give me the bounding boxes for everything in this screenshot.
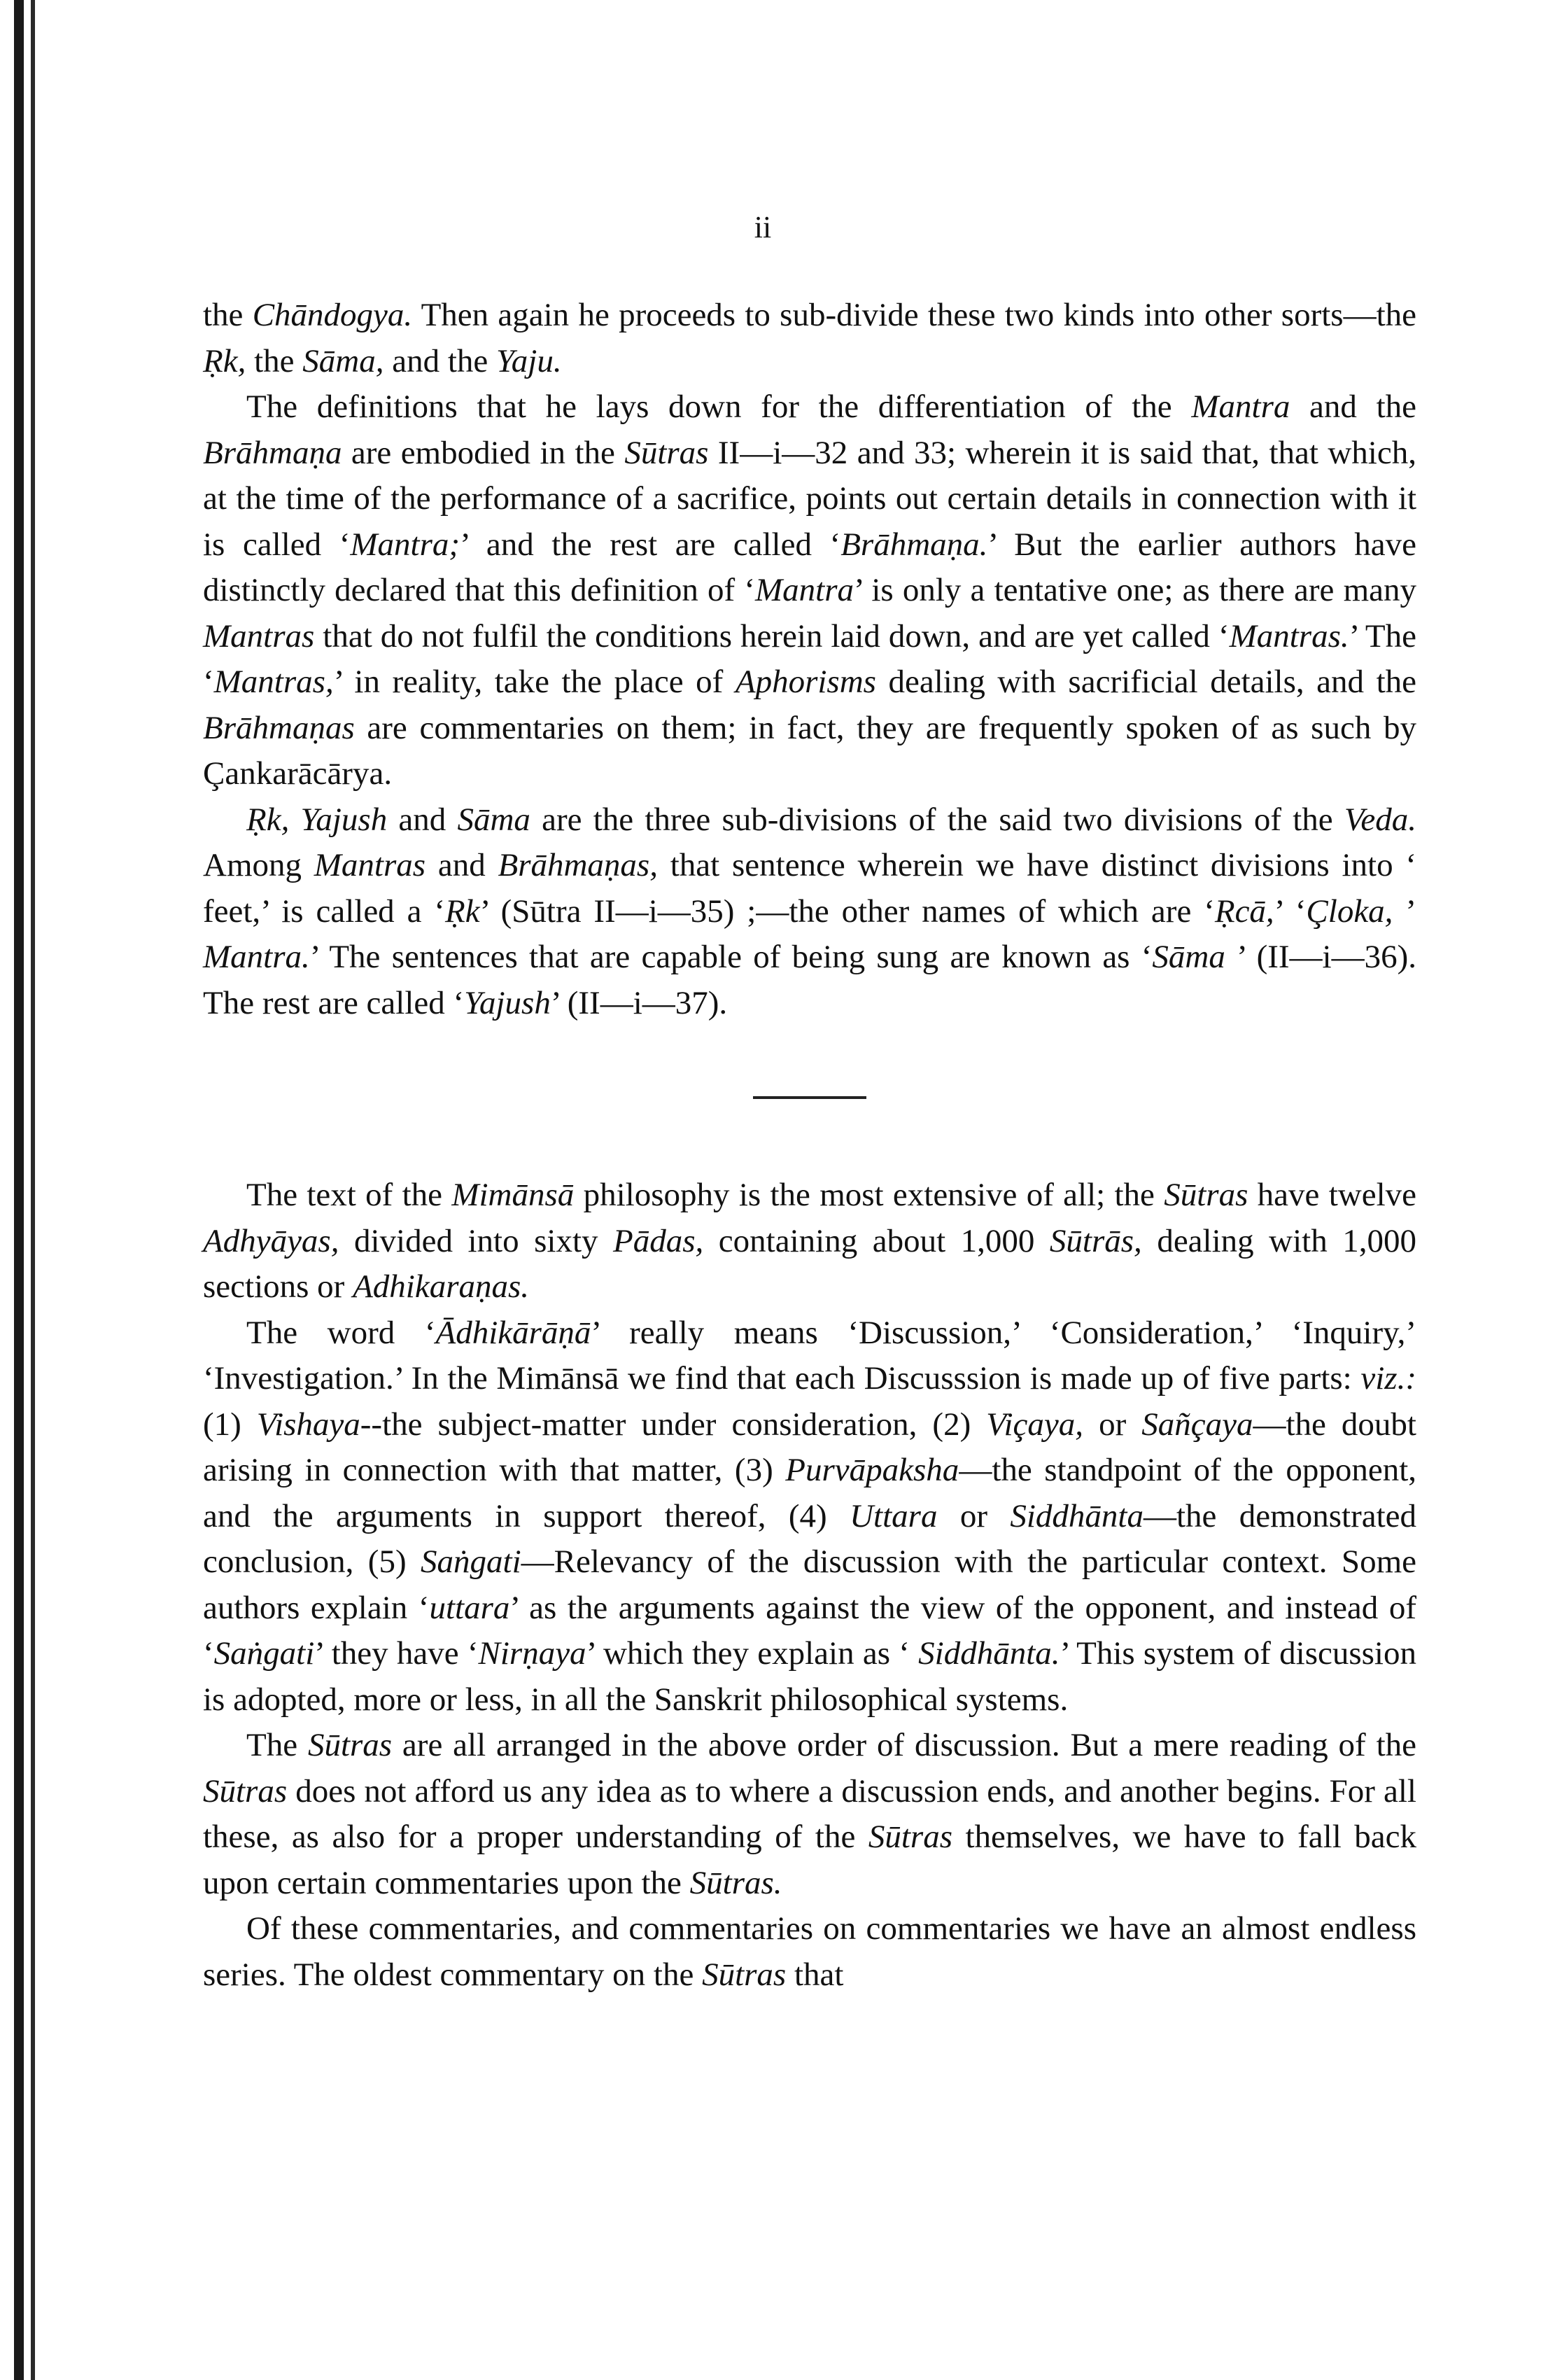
text-run: ’ which they explain as ‘ <box>586 1635 919 1672</box>
text-run: philosophy is the most extensive of all; the <box>574 1177 1164 1213</box>
text-run: ’ they have ‘ <box>314 1635 479 1672</box>
paragraph <box>203 1906 1416 1998</box>
text-run: have twelve <box>1248 1177 1416 1213</box>
text-run: and <box>425 847 498 883</box>
text-run: ’ in reality, take the place of <box>333 664 736 700</box>
text-run: —the demonstrated conclusion, (5) <box>203 1497 1417 1580</box>
italic-run: Ṛk, <box>203 342 246 379</box>
text-run: and the <box>1290 388 1416 425</box>
text-run: ’ This system of discussion is adopted, more or less, in all the Sanskrit philosophical systems. <box>203 1635 1416 1718</box>
text-run: the <box>203 297 253 333</box>
italic-run: Çloka, <box>1306 892 1393 930</box>
text-run: that <box>786 1956 844 1993</box>
text-run: does not afford us any idea as to where a discussion ends, and another begins. For all these, as also for a proper understanding of the <box>203 1772 1416 1855</box>
text-run: and the <box>384 342 496 379</box>
italic-run: Mimānsā <box>451 1177 575 1213</box>
paragraph <box>203 384 1416 797</box>
text-run: are all arranged in the above order of discussion. But a mere reading of the <box>392 1727 1416 1763</box>
text-run: ’ ‘ <box>1274 892 1307 930</box>
italic-run: Adhyāyas, <box>203 1222 339 1259</box>
italic-run: Mantras <box>314 847 426 883</box>
italic-run: uttara <box>429 1589 510 1626</box>
italic-run: Brāhmaṇa. <box>840 526 988 563</box>
italic-run: Brāhmaṇas, <box>498 847 658 883</box>
text-run: ’ (II—i—37). <box>550 984 728 1021</box>
italic-run: Brāhmaṇa <box>203 434 342 471</box>
text-run: —the doubt arising in connection with that matter, (3) <box>203 1406 1416 1488</box>
text-run: (1) <box>203 1406 257 1443</box>
italic-run: Vishaya <box>256 1406 360 1443</box>
italic-run: Sūtras <box>1164 1177 1248 1213</box>
text-run: ’ (II—i—36). The rest are called ‘ <box>203 939 1417 1021</box>
text-run: II—i—32 and 33; wherein it is said that, that which, at the time of the performance of a sacrifice, points out certain details in connection with it is called ‘ <box>203 434 1416 563</box>
italic-run: Mantras. <box>1229 617 1349 654</box>
text-run: The definitions that he lays down for the differentiation of the <box>246 388 1192 425</box>
italic-run: Sūtras <box>624 434 709 471</box>
text-run: and <box>387 801 458 838</box>
text-column <box>203 293 1416 1998</box>
text-run: ’ But the earlier authors have distinctly declared that this definition of ‘ <box>203 526 1416 608</box>
italic-run: Sūtras. <box>689 1864 782 1901</box>
text-run: The <box>246 1727 308 1763</box>
italic-run: Purvāpaksha <box>785 1452 959 1488</box>
italic-run: Sūtras <box>307 1727 393 1763</box>
text-run: Then again he proceeds to sub-divide these two kinds into other sorts—the <box>412 297 1416 333</box>
italic-run: Sūtras <box>868 1819 952 1855</box>
text-run: containing about 1,000 <box>703 1222 1050 1259</box>
text-run: divided into sixty <box>339 1222 614 1259</box>
text-run: dealing with 1,000 sections or <box>203 1222 1416 1305</box>
text-run: that do not fulfil the conditions herein laid down, and are yet called ‘ <box>314 617 1230 654</box>
italic-run: Pādas, <box>613 1222 704 1259</box>
italic-run: Yaju. <box>495 342 562 379</box>
italic-run: Yajush <box>464 984 551 1021</box>
text-run: or <box>1083 1406 1142 1443</box>
text-run: are the three sub-divisions of the said two divisions of the <box>530 801 1344 838</box>
text-run: are commentaries on them; in fact, they are frequently spoken of as such by Çankarācārya. <box>203 709 1416 792</box>
italic-run: Ādhikārāṇā <box>435 1314 591 1351</box>
italic-run: Mantra; <box>350 526 460 563</box>
italic-run: Mantra. <box>203 939 310 975</box>
paragraph <box>203 1172 1416 1310</box>
italic-run: Sañçaya <box>1141 1406 1253 1443</box>
italic-run: Mantra <box>755 572 854 608</box>
italic-run: Uttara <box>850 1497 938 1534</box>
text-run: ’ really means ‘Discussion,’ ‘Consideration,’ ‘Inquiry,’ ‘Investigation.’ In the Mimānsā we find that each Discusssion is made up of five parts: <box>203 1314 1416 1396</box>
section-divider <box>753 1096 866 1099</box>
paragraph <box>203 293 1416 384</box>
text-run: ’ <box>1393 892 1416 930</box>
text-run: Of these commentaries, and commentaries on commentaries we have an almost endless series. The oldest commentary on the <box>203 1910 1416 1993</box>
text-run: or <box>937 1497 1011 1534</box>
text-run: —Relevancy of the discussion with the particular context. Some authors explain ‘ <box>203 1544 1416 1626</box>
italic-run: Nirṇaya <box>478 1635 586 1672</box>
italic-run: Adhikaraṇas. <box>353 1268 530 1305</box>
text-run: ’ and the rest are called ‘ <box>460 526 841 563</box>
text-run: ’ The sentences that are capable of being sung are known as ‘ <box>309 939 1153 975</box>
italic-run: Brāhmaṇas <box>203 709 355 746</box>
text-run: --the subject-matter under consideration, (2) <box>360 1406 987 1443</box>
paragraph <box>203 1723 1416 1906</box>
text-run: are embodied in the <box>342 434 625 471</box>
text-run: —the standpoint of the opponent, and the arguments in support thereof, (4) <box>203 1452 1417 1534</box>
text-run: Among <box>203 847 314 883</box>
text-run: that sentence wherein we have distinct divisions into ‘ feet,’ is called a ‘ <box>203 847 1416 930</box>
text-run: The text of the <box>246 1177 452 1213</box>
text-run: themselves, we have to fall back upon certain commentaries upon the <box>203 1819 1416 1901</box>
italic-run: Ṛcā, <box>1214 892 1274 930</box>
italic-run: Sāma <box>1152 939 1225 975</box>
italic-run: Veda. <box>1344 801 1416 838</box>
italic-run: Sūtras <box>203 1772 288 1809</box>
italic-run: Saṅgati <box>421 1544 521 1580</box>
italic-run: Mantras, <box>213 664 334 700</box>
page-number: ii <box>754 210 772 244</box>
italic-run: Siddhānta. <box>918 1635 1060 1672</box>
paragraph <box>203 797 1416 1027</box>
text-run: ’ as the arguments against the view of the opponent, and instead of ‘ <box>203 1589 1416 1672</box>
italic-run: Sūtras <box>702 1956 787 1993</box>
italic-run: viz.: <box>1360 1360 1416 1396</box>
text-run: the <box>246 342 303 379</box>
italic-run: Viçaya, <box>986 1406 1084 1443</box>
italic-run: Mantra <box>1191 388 1290 425</box>
italic-run: Sāma, <box>302 342 384 379</box>
italic-run: Ṛk <box>445 892 480 930</box>
italic-run: Sūtrās, <box>1049 1222 1142 1259</box>
text-run: The word ‘ <box>246 1314 436 1351</box>
italic-run: Mantras <box>203 617 315 654</box>
paragraph <box>203 1310 1416 1723</box>
italic-run: Saṅgati <box>213 1635 315 1672</box>
text-run: dealing with sacrificial details, and the <box>875 664 1416 700</box>
scan-binding-edge <box>0 0 43 2380</box>
text-run: ’ (Sūtra II—i—35) ;—the other names of which are ‘ <box>479 892 1215 930</box>
italic-run: Ṛk, Yajush <box>246 801 388 838</box>
italic-run: Siddhānta <box>1010 1497 1144 1534</box>
italic-run: Chāndogya. <box>252 297 413 333</box>
text-run: ’ The ‘ <box>203 617 1416 700</box>
text-run: ’ is only a tentative one; as there are many <box>854 572 1416 608</box>
italic-run: Sāma <box>457 801 530 838</box>
italic-run: Aphorisms <box>735 664 876 700</box>
